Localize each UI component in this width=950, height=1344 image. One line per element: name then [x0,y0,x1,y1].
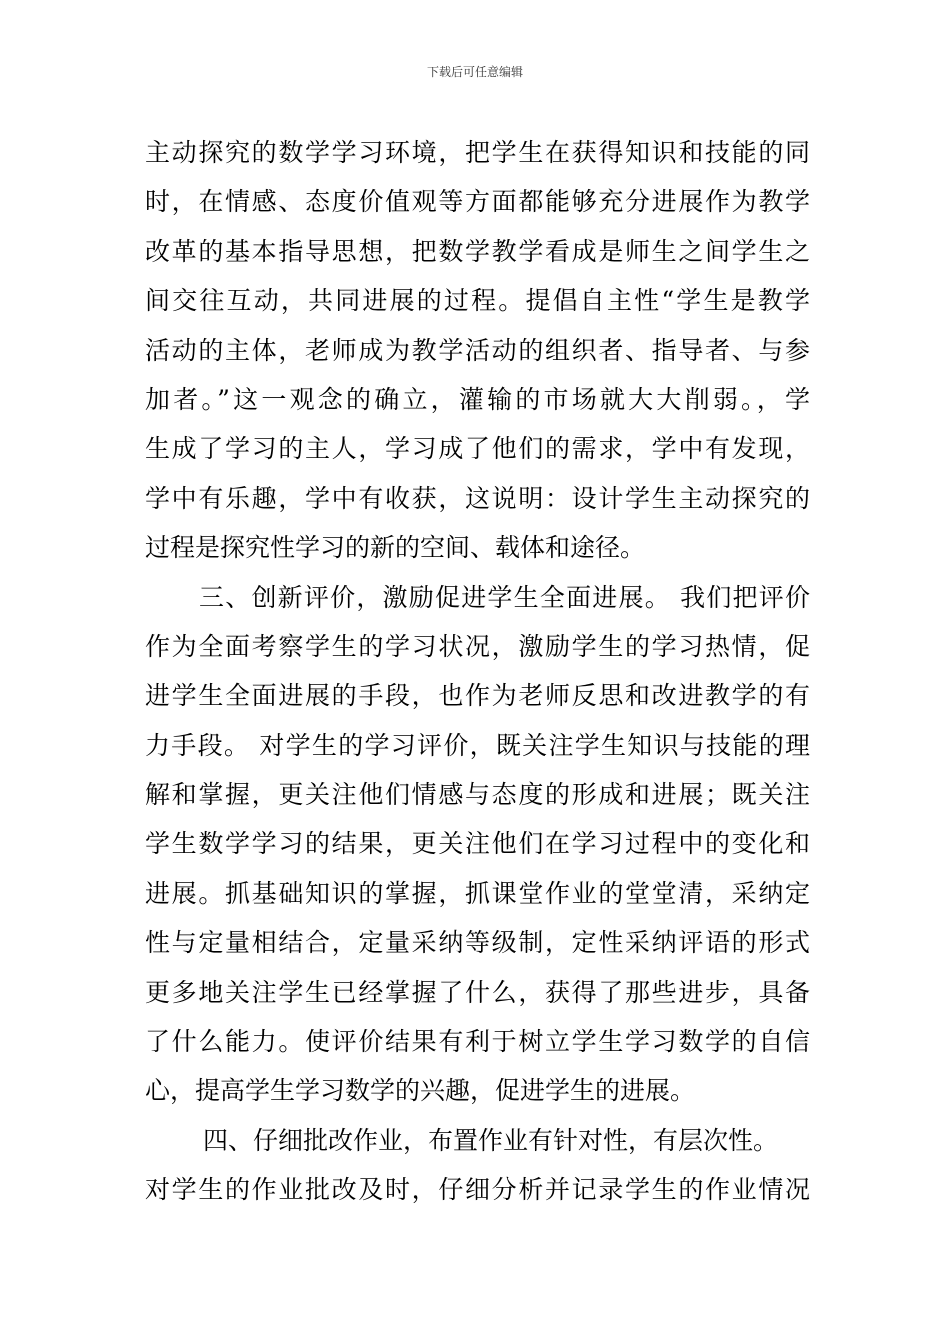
text-line: 学生数学学习的结果，更关注他们在学习过程中的变化和 [145,829,810,859]
text-line: 更多地关注学生已经掌握了什么，获得了那些进步，具备 [145,977,810,1007]
text-line: 改革的基本指导思想，把数学教学看成是师生之间学生之 [145,236,810,266]
section-heading-line: 四、仔细批改作业，布置作业有针对性，有层次性。 [203,1125,779,1155]
text-line: 解和掌握，更关注他们情感与态度的形成和进展；既关注 [145,780,810,810]
text-line: 性与定量相结合，定量采纳等级制，定性采纳评语的形式 [145,928,810,958]
text-line: 心，提高学生学习数学的兴趣，促进学生的进展。 [145,1076,696,1106]
text-line: 对学生的作业批改及时，仔细分析并记录学生的作业情况 [145,1175,810,1205]
text-line: 学中有乐趣，学中有收获，这说明：设计学生主动探究的 [145,483,810,513]
text-line: 间交往互动，共同进展的过程。提倡自主性“学生是教学 [145,286,810,316]
text-line: 加者。”这一观念的确立，灌输的市场就大大削弱。，学 [145,384,810,414]
section-heading-line: 三、创新评价，激励促进学生全面进展。 我们把评价 [199,582,810,612]
text-line: 力手段。 对学生的学习评价，既关注学生知识与技能的理 [145,730,810,760]
text-line: 过程是探究性学习的新的空间、载体和途径。 [145,533,646,563]
document-body [145,128,810,1215]
text-line: 进展。抓基础知识的掌握，抓课堂作业的堂堂清，采纳定 [145,878,810,908]
text-line: 了什么能力。使评价结果有利于树立学生学习数学的自信 [145,1027,810,1057]
page-header: 下载后可任意编辑 [426,65,523,79]
text-line: 活动的主体，老师成为教学活动的组织者、指导者、与参 [145,335,810,365]
text-line: 时，在情感、态度价值观等方面都能够充分进展作为教学 [145,187,810,217]
text-line: 进学生全面进展的手段，也作为老师反思和改进教学的有 [145,681,810,711]
text-line: 作为全面考察学生的学习状况，激励学生的学习热情，促 [145,631,810,661]
text-line: 生成了学习的主人，学习成了他们的需求，学中有发现， [145,434,810,464]
text-line: 主动探究的数学学习环境，把学生在获得知识和技能的同 [145,138,810,167]
